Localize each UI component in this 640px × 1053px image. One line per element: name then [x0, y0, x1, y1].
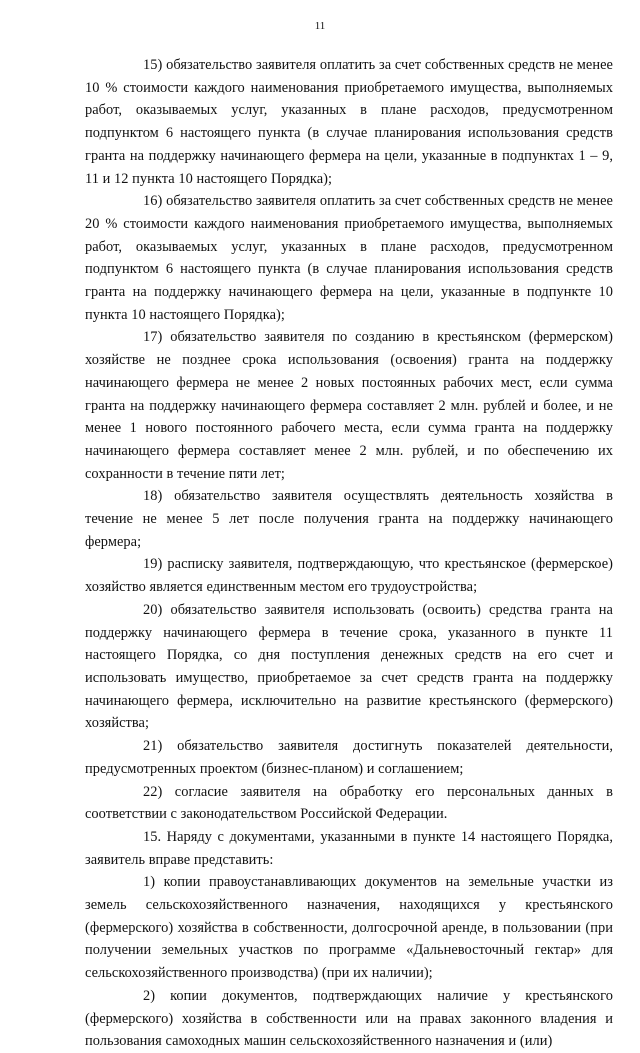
paragraph-item-21: 21) обязательство заявителя достигнуть показателей деятельности, предусмотренных проектом (бизнес-планом) и соглашением;: [85, 738, 613, 777]
paragraph-item-16: 16) обязательство заявителя оплатить за счет собственных средств не менее 20 % стоимости каждого наименования приобретаемого имущества, выполняемых работ, оказываемых услуг, указанных в плане расходов, предусмотренном подпунктом 6 настоящего пункта (в случае планирования использования средств гранта на поддержку начинающего фермера на цели, указанные в подпункте 10 пункта 10 настоящего Порядка);: [85, 193, 613, 323]
section-15-intro: 15. Наряду с документами, указанными в пункте 14 настоящего Порядка, заявитель вправе представить:: [85, 828, 613, 868]
paragraph-item-17: 17) обязательство заявителя по созданию в крестьянском (фермерском) хозяйстве не позднее срока использования (освоения) гранта на поддержку начинающего фермера не менее 2 новых постоянных рабочих мест, если сумма гранта на поддержку начинающего фермера составляет 2 млн. рублей и более, и не менее 1 нового постоянного рабочего места, если сумма гранта на поддержку начинающего фермера составляет менее 2 млн. рублей, и по обеспечению их сохранности в течение пяти лет;: [85, 329, 613, 482]
subitem-1-land-documents: 1) копии правоустанавливающих документов на земельные участки из земель сельскохозяйственного назначения, находящихся у крестьянского (фермерского) хозяйства в собственности, долгосрочной аренде, в пользовании (при получении земельных участков по программе «Дальневосточный гектар» для сельскохозяйственного производства) (при их наличии);: [85, 874, 613, 982]
page-number: 11: [314, 20, 326, 32]
paragraph-item-18: 18) обязательство заявителя осуществлять деятельность хозяйства в течение не менее 5 лет после получения гранта на поддержку начинающего фермера;: [85, 488, 613, 550]
document-body: [85, 54, 613, 1053]
paragraph-item-19: 19) расписку заявителя, подтверждающую, что крестьянское (фермерское) хозяйство является единственным местом его трудоустройства;: [85, 556, 613, 596]
paragraph-item-20: 20) обязательство заявителя использовать (освоить) средства гранта на поддержку начинающего фермера в течение срока, указанного в пункте 11 настоящего Порядка, со дня поступления денежных средств на его счет и использовать имущество, приобретаемое за счет средств гранта на поддержку начинающего фермера, исключительно на развитие крестьянского (фермерского) хозяйства;: [85, 601, 613, 732]
subitem-2-machinery-documents: 2) копии документов, подтверждающих наличие у крестьянского (фермерского) хозяйства в собственности или на правах законного владения и пользования самоходных машин сельскохозяйственного назначения и (или): [85, 987, 613, 1050]
paragraph-item-22: 22) согласие заявителя на обработку его персональных данных в соответствии с законодательством Российской Федерации.: [85, 783, 613, 823]
paragraph-item-15: 15) обязательство заявителя оплатить за счет собственных средств не менее 10 % стоимости каждого наименования приобретаемого имущества, выполняемых работ, оказываемых услуг, указанных в плане расходов, предусмотренном подпунктом 6 настоящего пункта (в случае планирования использования средств гранта на поддержку начинающего фермера на цели, указанные в подпунктах 1 – 9, 11 и 12 пункта 10 настоящего Порядка);: [85, 57, 613, 187]
